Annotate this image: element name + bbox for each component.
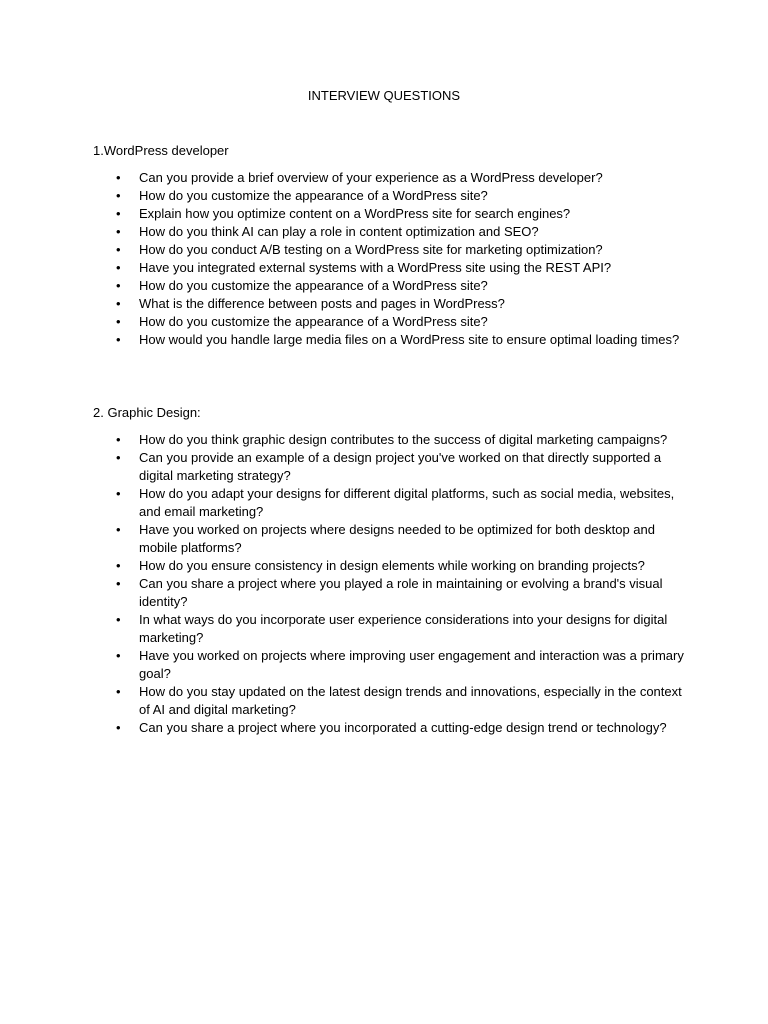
list-item bbox=[93, 521, 684, 557]
list-item bbox=[93, 431, 684, 449]
list-item bbox=[93, 241, 684, 259]
question-text: What is the difference between posts and pages in WordPress? bbox=[139, 296, 505, 311]
question-text: How do you customize the appearance of a WordPress site? bbox=[139, 188, 488, 203]
bullet-icon: • bbox=[116, 450, 121, 465]
bullet-icon: • bbox=[116, 224, 121, 239]
section-graphic-design bbox=[93, 404, 693, 737]
list-item bbox=[93, 169, 684, 187]
bullet-icon: • bbox=[116, 332, 121, 347]
question-text: How do you think AI can play a role in content optimization and SEO? bbox=[139, 224, 539, 239]
document-title: INTERVIEW QUESTIONS bbox=[307, 88, 461, 103]
bullet-icon: • bbox=[116, 648, 121, 663]
question-text: Can you provide an example of a design project you've worked on that directly supported a digital marketing strategy? bbox=[139, 450, 662, 483]
question-text: How would you handle large media files on a WordPress site to ensure optimal loading times? bbox=[139, 332, 680, 347]
list-item bbox=[93, 313, 684, 331]
question-text: How do you adapt your designs for different digital platforms, such as social media, websites, and email marketing? bbox=[139, 486, 675, 519]
list-item bbox=[93, 223, 684, 241]
list-item bbox=[93, 277, 684, 295]
bullet-icon: • bbox=[116, 576, 121, 591]
list-item bbox=[93, 575, 684, 611]
question-text: How do you think graphic design contributes to the success of digital marketing campaigns? bbox=[139, 432, 668, 447]
bullet-icon: • bbox=[116, 242, 121, 257]
question-list bbox=[93, 431, 693, 737]
bullet-icon: • bbox=[116, 432, 121, 447]
question-text: Explain how you optimize content on a WordPress site for search engines? bbox=[139, 206, 571, 221]
question-text: Can you share a project where you played a role in maintaining or evolving a brand's visual identity? bbox=[139, 576, 663, 609]
section-wordpress-developer bbox=[93, 142, 693, 349]
question-text: How do you stay updated on the latest design trends and innovations, especially in the context of AI and digital marketing? bbox=[139, 684, 682, 717]
bullet-icon: • bbox=[116, 206, 121, 221]
bullet-icon: • bbox=[116, 170, 121, 185]
question-text: How do you ensure consistency in design elements while working on branding projects? bbox=[139, 558, 645, 573]
bullet-icon: • bbox=[116, 720, 121, 735]
section-heading: 1.WordPress developer bbox=[93, 143, 229, 158]
bullet-icon: • bbox=[116, 486, 121, 501]
question-text: Can you provide a brief overview of your experience as a WordPress developer? bbox=[139, 170, 603, 185]
bullet-icon: • bbox=[116, 612, 121, 627]
question-text: How do you customize the appearance of a WordPress site? bbox=[139, 314, 488, 329]
section-heading: 2. Graphic Design: bbox=[93, 405, 201, 420]
list-item bbox=[93, 295, 684, 313]
list-item bbox=[93, 331, 684, 349]
question-text: Have you worked on projects where improving user engagement and interaction was a primary goal? bbox=[139, 648, 684, 681]
question-list bbox=[93, 169, 693, 349]
bullet-icon: • bbox=[116, 296, 121, 311]
question-text: Have you worked on projects where designs needed to be optimized for both desktop and mobile platforms? bbox=[139, 522, 655, 555]
question-text: How do you customize the appearance of a WordPress site? bbox=[139, 278, 488, 293]
question-text: Can you share a project where you incorporated a cutting-edge design trend or technology? bbox=[139, 720, 667, 735]
question-text: Have you integrated external systems with a WordPress site using the REST API? bbox=[139, 260, 612, 275]
bullet-icon: • bbox=[116, 314, 121, 329]
list-item bbox=[93, 259, 684, 277]
bullet-icon: • bbox=[116, 188, 121, 203]
list-item bbox=[93, 557, 684, 575]
list-item bbox=[93, 611, 684, 647]
list-item bbox=[93, 205, 684, 223]
list-item bbox=[93, 485, 684, 521]
bullet-icon: • bbox=[116, 278, 121, 293]
list-item bbox=[93, 719, 684, 737]
bullet-icon: • bbox=[116, 260, 121, 275]
list-item bbox=[93, 647, 684, 683]
list-item bbox=[93, 683, 684, 719]
list-item bbox=[93, 187, 684, 205]
bullet-icon: • bbox=[116, 558, 121, 573]
bullet-icon: • bbox=[116, 684, 121, 699]
question-text: How do you conduct A/B testing on a WordPress site for marketing optimization? bbox=[139, 242, 603, 257]
question-text: In what ways do you incorporate user experience considerations into your designs for digital marketing? bbox=[139, 612, 668, 645]
list-item bbox=[93, 449, 684, 485]
bullet-icon: • bbox=[116, 522, 121, 537]
